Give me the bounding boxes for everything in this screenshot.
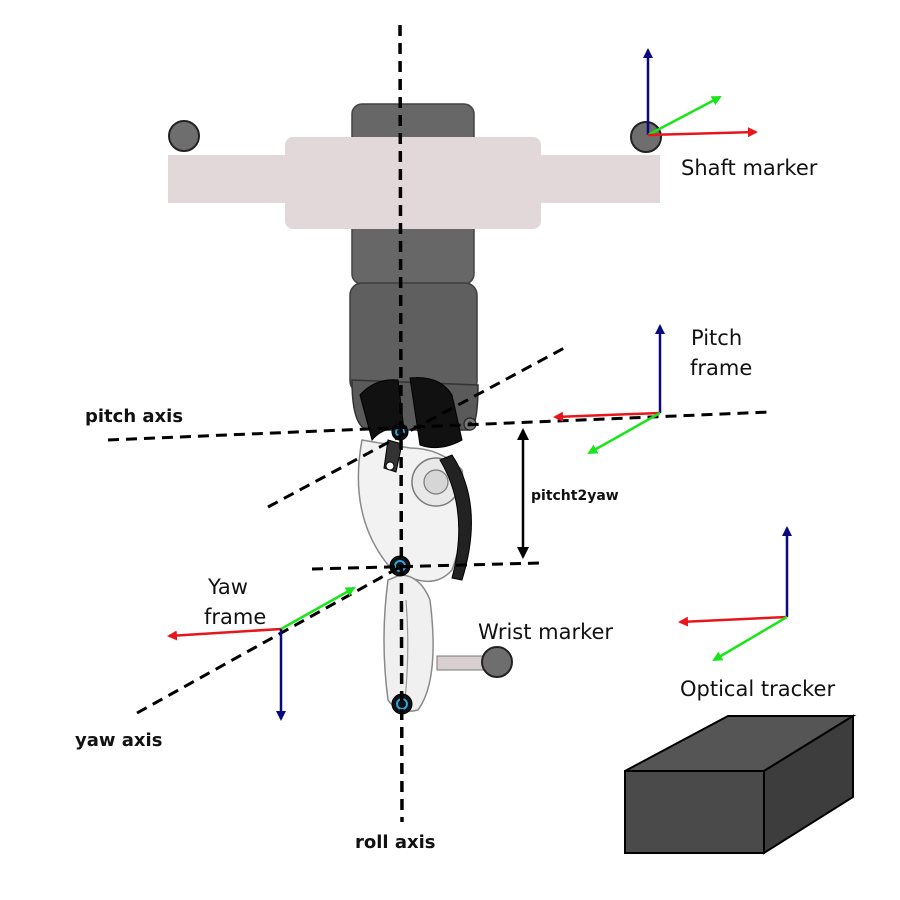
roll-axis-label: roll axis xyxy=(355,832,436,853)
optical-tracker-box xyxy=(625,716,853,853)
shaft-marker-frame xyxy=(648,50,756,135)
wrist-marker xyxy=(437,647,512,677)
shaft-marker-label: Shaft marker xyxy=(681,156,818,180)
shaft-flange xyxy=(168,137,660,229)
pitch-axis-label: pitch axis xyxy=(85,406,184,427)
optical-tracker-label: Optical tracker xyxy=(680,677,836,701)
yaw-frame-label-line2: frame xyxy=(204,605,267,629)
optical-tracker-frame xyxy=(680,528,787,660)
pitch2yaw-label: pitcht2yaw xyxy=(531,488,619,504)
yaw-frame-label-line1: Yaw xyxy=(208,575,248,599)
pitch-frame xyxy=(555,326,660,453)
yaw-axis-diagonal-line xyxy=(137,567,400,713)
shaft-marker-ball-left xyxy=(169,121,199,151)
yaw-axis-label: yaw axis xyxy=(75,730,163,751)
wrist-marker-label: Wrist marker xyxy=(478,620,614,644)
wrist-marker-ball xyxy=(482,647,512,677)
shaft-marker-ball-right xyxy=(631,122,661,152)
pitch-frame-label-line1: Pitch xyxy=(691,326,743,350)
pitch-frame-label-line2: frame xyxy=(690,356,753,380)
